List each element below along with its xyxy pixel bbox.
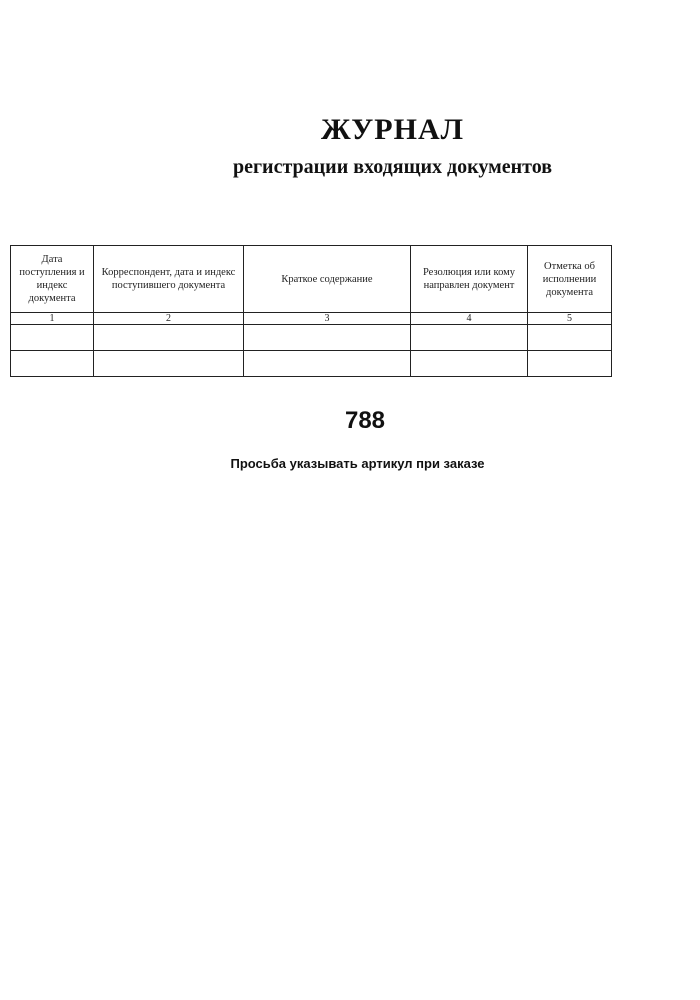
table-row [11, 351, 612, 377]
column-number: 1 [11, 313, 94, 325]
table-cell [94, 325, 244, 351]
table-cell [94, 351, 244, 377]
table-cell [11, 351, 94, 377]
table-cell [244, 351, 411, 377]
column-number: 4 [411, 313, 528, 325]
table-cell [244, 325, 411, 351]
column-header-execution-mark: Отметка об исполнении документа [528, 246, 612, 313]
article-number: 788 [344, 407, 386, 434]
column-header-date: Дата поступления и индекс документа [11, 246, 94, 313]
table-row [11, 325, 612, 351]
table-cell [11, 325, 94, 351]
table-cell [528, 351, 612, 377]
table-cell [411, 351, 528, 377]
column-header-resolution: Резолюция или кому направлен документ [411, 246, 528, 313]
column-header-summary: Краткое содержание [244, 246, 411, 313]
table-cell [528, 325, 612, 351]
journal-subtitle: регистрации входящих документов [232, 156, 553, 178]
column-number-row [11, 313, 612, 325]
journal-title: ЖУРНАЛ [321, 113, 464, 146]
order-note: Просьба указывать артикул при заказе [230, 456, 485, 471]
table-header-row [11, 246, 612, 313]
column-number: 2 [94, 313, 244, 325]
registration-table [10, 245, 612, 377]
column-number: 3 [244, 313, 411, 325]
column-header-correspondent: Корреспондент, дата и индекс поступившего документа [94, 246, 244, 313]
column-number: 5 [528, 313, 612, 325]
table-cell [411, 325, 528, 351]
